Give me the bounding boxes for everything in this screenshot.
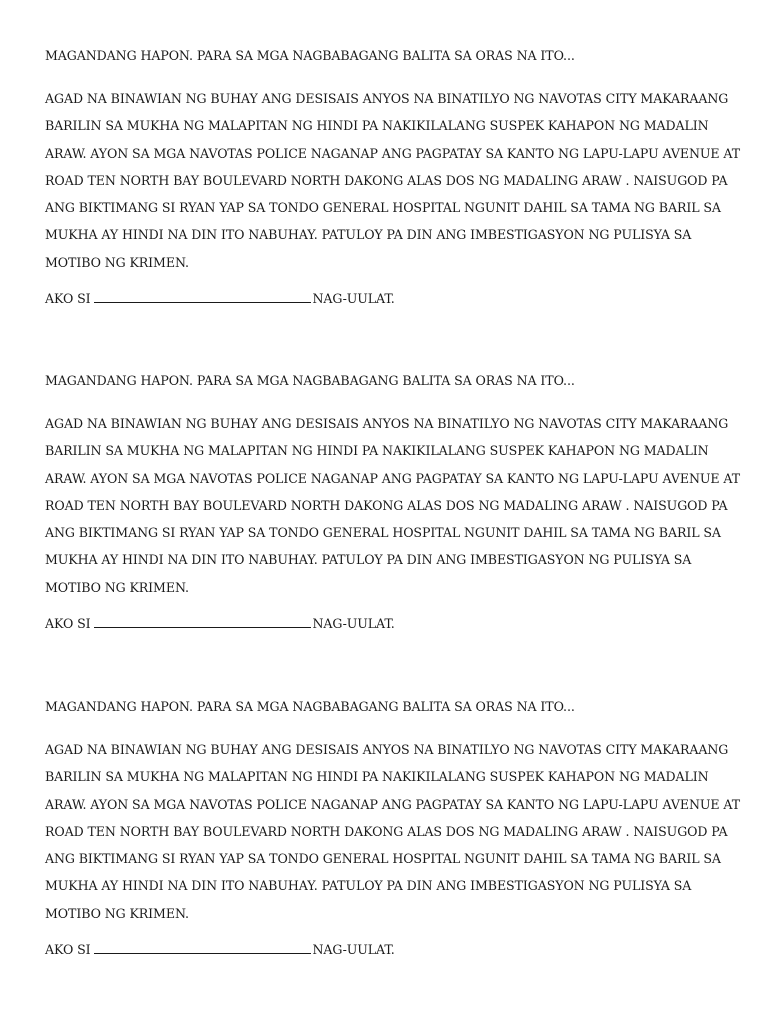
body-line: ANG BIKTIMANG SI RYAN YAP SA TONDO GENERAL HOSPITAL NGUNIT DAHIL SA TAMA NG BARIL SA xyxy=(45,851,721,867)
body-line: ROAD TEN NORTH BAY BOULEVARD NORTH DAKONG ALAS DOS NG MADALING ARAW . NAISUGOD PA xyxy=(45,172,728,188)
body-line: ROAD TEN NORTH BAY BOULEVARD NORTH DAKONG ALAS DOS NG MADALING ARAW . NAISUGOD PA xyxy=(45,497,728,513)
reporter-prefix: AKO SI xyxy=(45,942,91,958)
body-line: ANG BIKTIMANG SI RYAN YAP SA TONDO GENERAL HOSPITAL NGUNIT DAHIL SA TAMA NG BARIL SA xyxy=(45,200,721,216)
reporter-name-blank xyxy=(94,290,311,303)
reporter-name-blank xyxy=(94,941,311,954)
reporter-name-blank xyxy=(94,615,311,628)
body-line: MUKHA AY HINDI NA DIN ITO NABUHAY. PATULOY PA DIN ANG IMBESTIGASYON NG PULISYA SA xyxy=(45,552,692,568)
reporter-suffix: NAG-UULAT. xyxy=(312,942,395,958)
news-body xyxy=(45,736,740,927)
body-line: AGAD NA BINAWIAN NG BUHAY ANG DESISAIS ANYOS NA BINATILYO NG NAVOTAS CITY MAKARAANG xyxy=(45,416,729,431)
reporter-prefix: AKO SI xyxy=(45,616,91,632)
body-line: MOTIBO NG KRIMEN. xyxy=(45,254,189,270)
reporter-suffix: NAG-UULAT. xyxy=(312,291,395,307)
body-line: BARILIN SA MUKHA NG MALAPITAN NG HINDI PA NAKIKILALANG SUSPEK KAHAPON NG MADALIN xyxy=(45,118,709,134)
body-line: ROAD TEN NORTH BAY BOULEVARD NORTH DAKONG ALAS DOS NG MADALING ARAW . NAISUGOD PA xyxy=(45,823,728,839)
reporter-line xyxy=(45,940,735,960)
news-script-block-3 xyxy=(45,697,740,960)
news-body xyxy=(45,410,740,601)
body-line: MUKHA AY HINDI NA DIN ITO NABUHAY. PATULOY PA DIN ANG IMBESTIGASYON NG PULISYA SA xyxy=(45,227,692,243)
reporter-line xyxy=(45,614,735,634)
body-line: ARAW. AYON SA MGA NAVOTAS POLICE NAGANAP ANG PAGPATAY SA KANTO NG LAPU-LAPU AVENUE AT xyxy=(45,796,740,812)
body-line: BARILIN SA MUKHA NG MALAPITAN NG HINDI PA NAKIKILALANG SUSPEK KAHAPON NG MADALIN xyxy=(45,769,709,785)
body-line: ANG BIKTIMANG SI RYAN YAP SA TONDO GENERAL HOSPITAL NGUNIT DAHIL SA TAMA NG BARIL SA xyxy=(45,525,721,541)
news-script-block-2 xyxy=(45,371,740,634)
body-line: MOTIBO NG KRIMEN. xyxy=(45,905,189,921)
body-line: BARILIN SA MUKHA NG MALAPITAN NG HINDI PA NAKIKILALANG SUSPEK KAHAPON NG MADALIN xyxy=(45,443,709,459)
body-line: MOTIBO NG KRIMEN. xyxy=(45,579,189,595)
reporter-prefix: AKO SI xyxy=(45,291,91,307)
greeting-line: MAGANDANG HAPON. PARA SA MGA NAGBABAGANG BALITA SA ORAS NA ITO... xyxy=(45,699,575,714)
body-line: ARAW. AYON SA MGA NAVOTAS POLICE NAGANAP ANG PAGPATAY SA KANTO NG LAPU-LAPU AVENUE AT xyxy=(45,145,740,161)
greeting-line: MAGANDANG HAPON. PARA SA MGA NAGBABAGANG BALITA SA ORAS NA ITO... xyxy=(45,48,575,63)
body-line: MUKHA AY HINDI NA DIN ITO NABUHAY. PATULOY PA DIN ANG IMBESTIGASYON NG PULISYA SA xyxy=(45,878,692,894)
body-line: AGAD NA BINAWIAN NG BUHAY ANG DESISAIS ANYOS NA BINATILYO NG NAVOTAS CITY MAKARAANG xyxy=(45,91,729,106)
body-line: ARAW. AYON SA MGA NAVOTAS POLICE NAGANAP ANG PAGPATAY SA KANTO NG LAPU-LAPU AVENUE AT xyxy=(45,470,740,486)
reporter-line xyxy=(45,289,735,309)
body-line: AGAD NA BINAWIAN NG BUHAY ANG DESISAIS ANYOS NA BINATILYO NG NAVOTAS CITY MAKARAANG xyxy=(45,742,729,757)
greeting-line: MAGANDANG HAPON. PARA SA MGA NAGBABAGANG BALITA SA ORAS NA ITO... xyxy=(45,373,575,388)
reporter-suffix: NAG-UULAT. xyxy=(312,616,395,632)
news-script-block-1 xyxy=(45,46,740,309)
news-body xyxy=(45,85,740,276)
